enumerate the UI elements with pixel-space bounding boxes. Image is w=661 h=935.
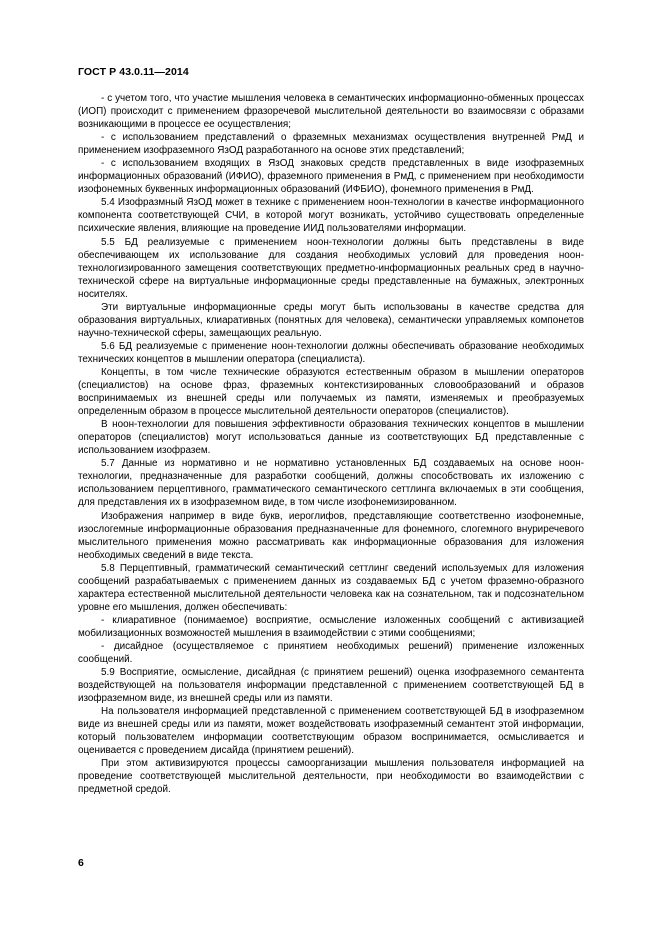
document-body bbox=[78, 92, 584, 797]
paragraph: Концепты, в том числе технические образуются естественным образом в мышлении операторов (специалистов) на основе фраз, фраземных контекстизированных словообразований и образов воспринимаемых из внешней среды или получаемых из памяти, изменяемых и преобразуемых определенным образом в процессе мыслительной деятельности операторов (специалистов). bbox=[78, 366, 584, 418]
page-number: 6 bbox=[78, 857, 84, 869]
paragraph: - с использованием входящих в ЯзОД знаковых средств представленных в виде изофраземных информационных образований (ИФИО), фраземного применения в РмД, с применением при необходимости изофонемных буквенных информационных образований (ИФБИО), фонемного применения в РмД. bbox=[78, 158, 584, 196]
paragraph: 5.8 Перцептивный, грамматический семантический сеттлинг сведений используемых для изложения сообщений разрабатываемых с применением данных из создаваемых БД с учетом фраземно-образного характера естественной мыслительной деятельности человека как на сознательном, так и подсознательном уровне его мышления, должен обеспечивать: bbox=[78, 562, 584, 613]
paragraph: - клиаративное (понимаемое) восприятие, осмысление изложенных сообщений с активизацией мобилизационных возможностей мышления в взаимодействии с этими сообщениями; bbox=[78, 614, 584, 639]
document-header: ГОСТ Р 43.0.11—2014 bbox=[78, 66, 189, 78]
paragraph: 5.6 БД реализуемые с применение ноон-технологии должны обеспечивать образование необходимых технических концептов в мышлении оператора (специалиста). bbox=[78, 340, 584, 365]
paragraph: В ноон-технологии для повышения эффективности образования технических концептов в мышлении операторов (специалистов) могут использоваться данные из соответствующих БД представленные с использованием изофразем. bbox=[78, 419, 584, 457]
paragraph: - дисайдное (осуществляемое с принятием необходимых решений) применение изложенных сообщений. bbox=[78, 640, 584, 666]
paragraph: - с использованием представлений о фраземных механизмах осуществления внутренней РмД и применением изофраземного ЯзОД разработанного на основе этих представлений; bbox=[78, 132, 584, 157]
paragraph: - с учетом того, что участие мышления человека в семантических информационно-обменных процессах (ИОП) происходит с применением фразоречевой мыслительной деятельности во взаимосвязи с образами возникающими в процессе ее осуществления; bbox=[78, 93, 584, 131]
paragraph: 5.5 БД реализуемые с применением ноон-технологии должны быть представлены в виде обеспечивающем их использование для создания необходимых условий для проведения ноон-технологизированного замещения соответствующих предметно-информационных реальных сред в научно-технической сфере на виртуальные информационные среды представленные на бумажных, электронных носителях. bbox=[78, 236, 584, 300]
paragraph: На пользователя информацией представленной с применением соответствующей БД в изофраземном виде из внешней среды или из памяти, может воздействовать изофраземный семантент этой информации, который пользователем информации соответствующим образом воспринимается, осмысливается и оценивается с проведением дисайда (принятием решений). bbox=[78, 706, 584, 757]
paragraph: При этом активизируются процессы самоорганизации мышления пользователя информацией на проведение соответствующей мыслительной деятельности, при необходимости во взаимодействии с предметной средой. bbox=[78, 758, 584, 796]
paragraph: Изображения например в виде букв, иероглифов, представляющие соответственно изофонемные, изослогемные информационные образования предназначенные для фонемного, слогемного внуриречевого мыслительного применения можно рассматривать как информационные образования для изложения необходимых сведений в виде текста. bbox=[78, 510, 584, 561]
paragraph: Эти виртуальные информационные среды могут быть использованы в качестве средства для образования виртуальных, клиаративных (понятных для человека), семантически управляемых компонетов научно-технической сферы, замещающих реальную. bbox=[78, 301, 584, 339]
paragraph: 5.4 Изофразмный ЯзОД может в технике с применением ноон-технологии в качестве информационного компонента соответствующей СЧИ, в которой могут возникать, устойчиво существовать определенные психические явления, влияющие на проведение ИИД пользователями информации. bbox=[78, 197, 584, 235]
paragraph: 5.9 Восприятие, осмысление, дисайдная (с принятием решений) оценка изофраземного семантента воздействующей на пользователя информации представленной с применением соответствующей БД в изофраземном виде, из внешней среды или из памяти. bbox=[78, 667, 584, 705]
paragraph: 5.7 Данные из нормативно и не нормативно установленных БД создаваемых на основе ноон-технологии, предназначенные для разработки сообщений, должны способствовать их изложению с использованием перцептивного, грамматического семантического сеттлинга включаемых в эти сообщения, для представления их в изофраземном виде, в том числе изофонемизированном. bbox=[78, 458, 584, 509]
